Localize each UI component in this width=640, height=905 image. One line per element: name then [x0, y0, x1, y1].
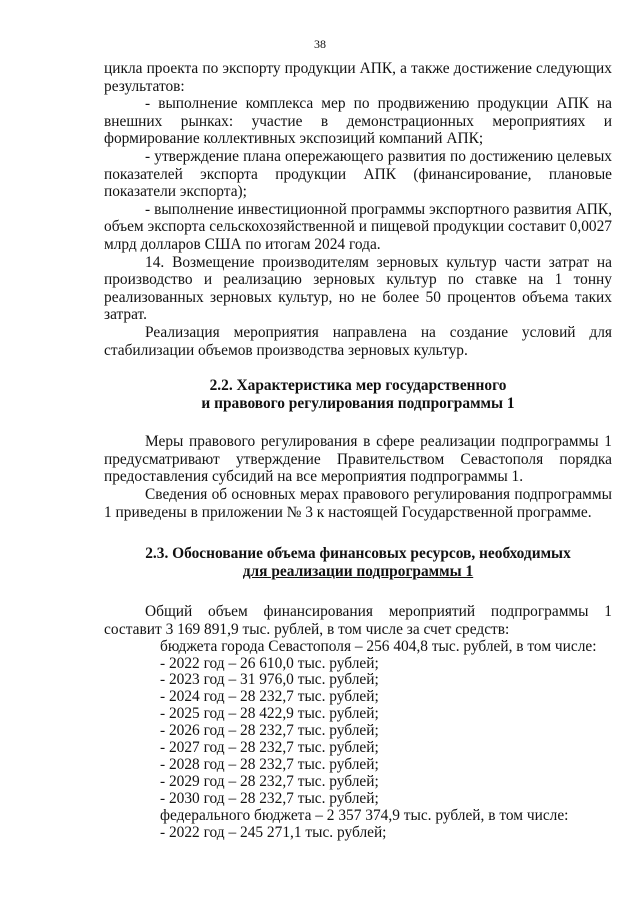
city-budget-year-2030: - 2030 год – 28 232,7 тыс. рублей; [160, 789, 379, 807]
city-budget-year-2024: - 2024 год – 28 232,7 тыс. рублей; [160, 688, 379, 706]
funding-breakdown [104, 639, 612, 842]
section-2-2-para-1: Меры правового регулирования в сфере реализации подпрограммы 1 предусматривают утверждение Правительством Севастополя порядка предоставления субсидий на все мероприятия подпрограммы 1. [104, 433, 612, 486]
section-2-3-total: Общий объем финансирования мероприятий подпрограммы 1 составит 3 169 891,9 тыс. рублей, в том числе за счет средств: [104, 603, 612, 639]
city-budget-year-2026: - 2026 год – 28 232,7 тыс. рублей; [160, 722, 379, 740]
city-budget-year-2023: - 2023 год – 31 976,0 тыс. рублей; [160, 671, 379, 689]
section-2-2-title-line2: и правового регулирования подпрограммы 1 [201, 394, 515, 412]
intro-line: цикла проекта по экспорту продукции АПК, а также достижение следующих результатов: [104, 60, 612, 95]
section-2-3-title-line1: 2.3. Обоснование объема финансовых ресурсов, необходимых [145, 545, 571, 563]
city-budget-year-2028: - 2028 год – 28 232,7 тыс. рублей; [160, 755, 379, 773]
intro-item-2: - утверждение плана опережающего развития по достижению целевых показателей экспорта продукции АПК (финансирование, плановые показатели экспорта); [104, 147, 612, 201]
city-budget-year-2022: - 2022 год – 26 610,0 тыс. рублей; [160, 654, 379, 672]
intro-item-3: - выполнение инвестиционной программы экспортного развития АПК, объем экспорта сельскохозяйственной и пищевой продукции составит 0,0027 млрд долларов США по итогам 2024 года. [104, 200, 612, 253]
city-budget-year-2025: - 2025 год – 28 422,9 тыс. рублей; [160, 705, 379, 723]
document-body [104, 60, 612, 842]
intro-item-1: - выполнение комплекса мер по продвижению продукции АПК на внешних рынках: участие в демонстрационных мероприятиях и формирование коллективных экспозиций компаний АПК; [104, 95, 612, 148]
page-number: 38 [314, 37, 326, 51]
federal-budget-header: федерального бюджета – 2 357 374,9 тыс. рублей, в том числе: [160, 806, 569, 824]
section-2-3-title [104, 545, 612, 580]
city-budget-year-2029: - 2029 год – 28 232,7 тыс. рублей; [160, 772, 379, 790]
section-2-2-para-2: Сведения об основных мерах правового регулирования подпрограммы 1 приведены в приложении № 3 к настоящей Государственной программе. [104, 486, 612, 521]
city-budget-year-2027: - 2027 год – 28 232,7 тыс. рублей; [160, 739, 379, 757]
federal-budget-year-2022: - 2022 год – 245 271,1 тыс. рублей; [160, 823, 387, 841]
city-budget-header: бюджета города Севастополя – 256 404,8 тыс. рублей, в том числе: [160, 637, 597, 655]
item-14-purpose: Реализация мероприятия направлена на создание условий для стабилизации объемов производства зерновых культур. [104, 323, 612, 359]
section-2-2-title-line1: 2.2. Характеристика мер государственного [209, 377, 507, 395]
section-2-3-title-line2: для реализации подпрограммы 1 [242, 562, 474, 580]
item-14-text: 14. Возмещение производителям зерновых культур части затрат на производство и реализацию зерновых культур по ставке на 1 тонну реализованных зерновых культур, но не более 50 процентов объема таких затрат. [104, 253, 612, 324]
section-2-2-title [104, 377, 612, 412]
